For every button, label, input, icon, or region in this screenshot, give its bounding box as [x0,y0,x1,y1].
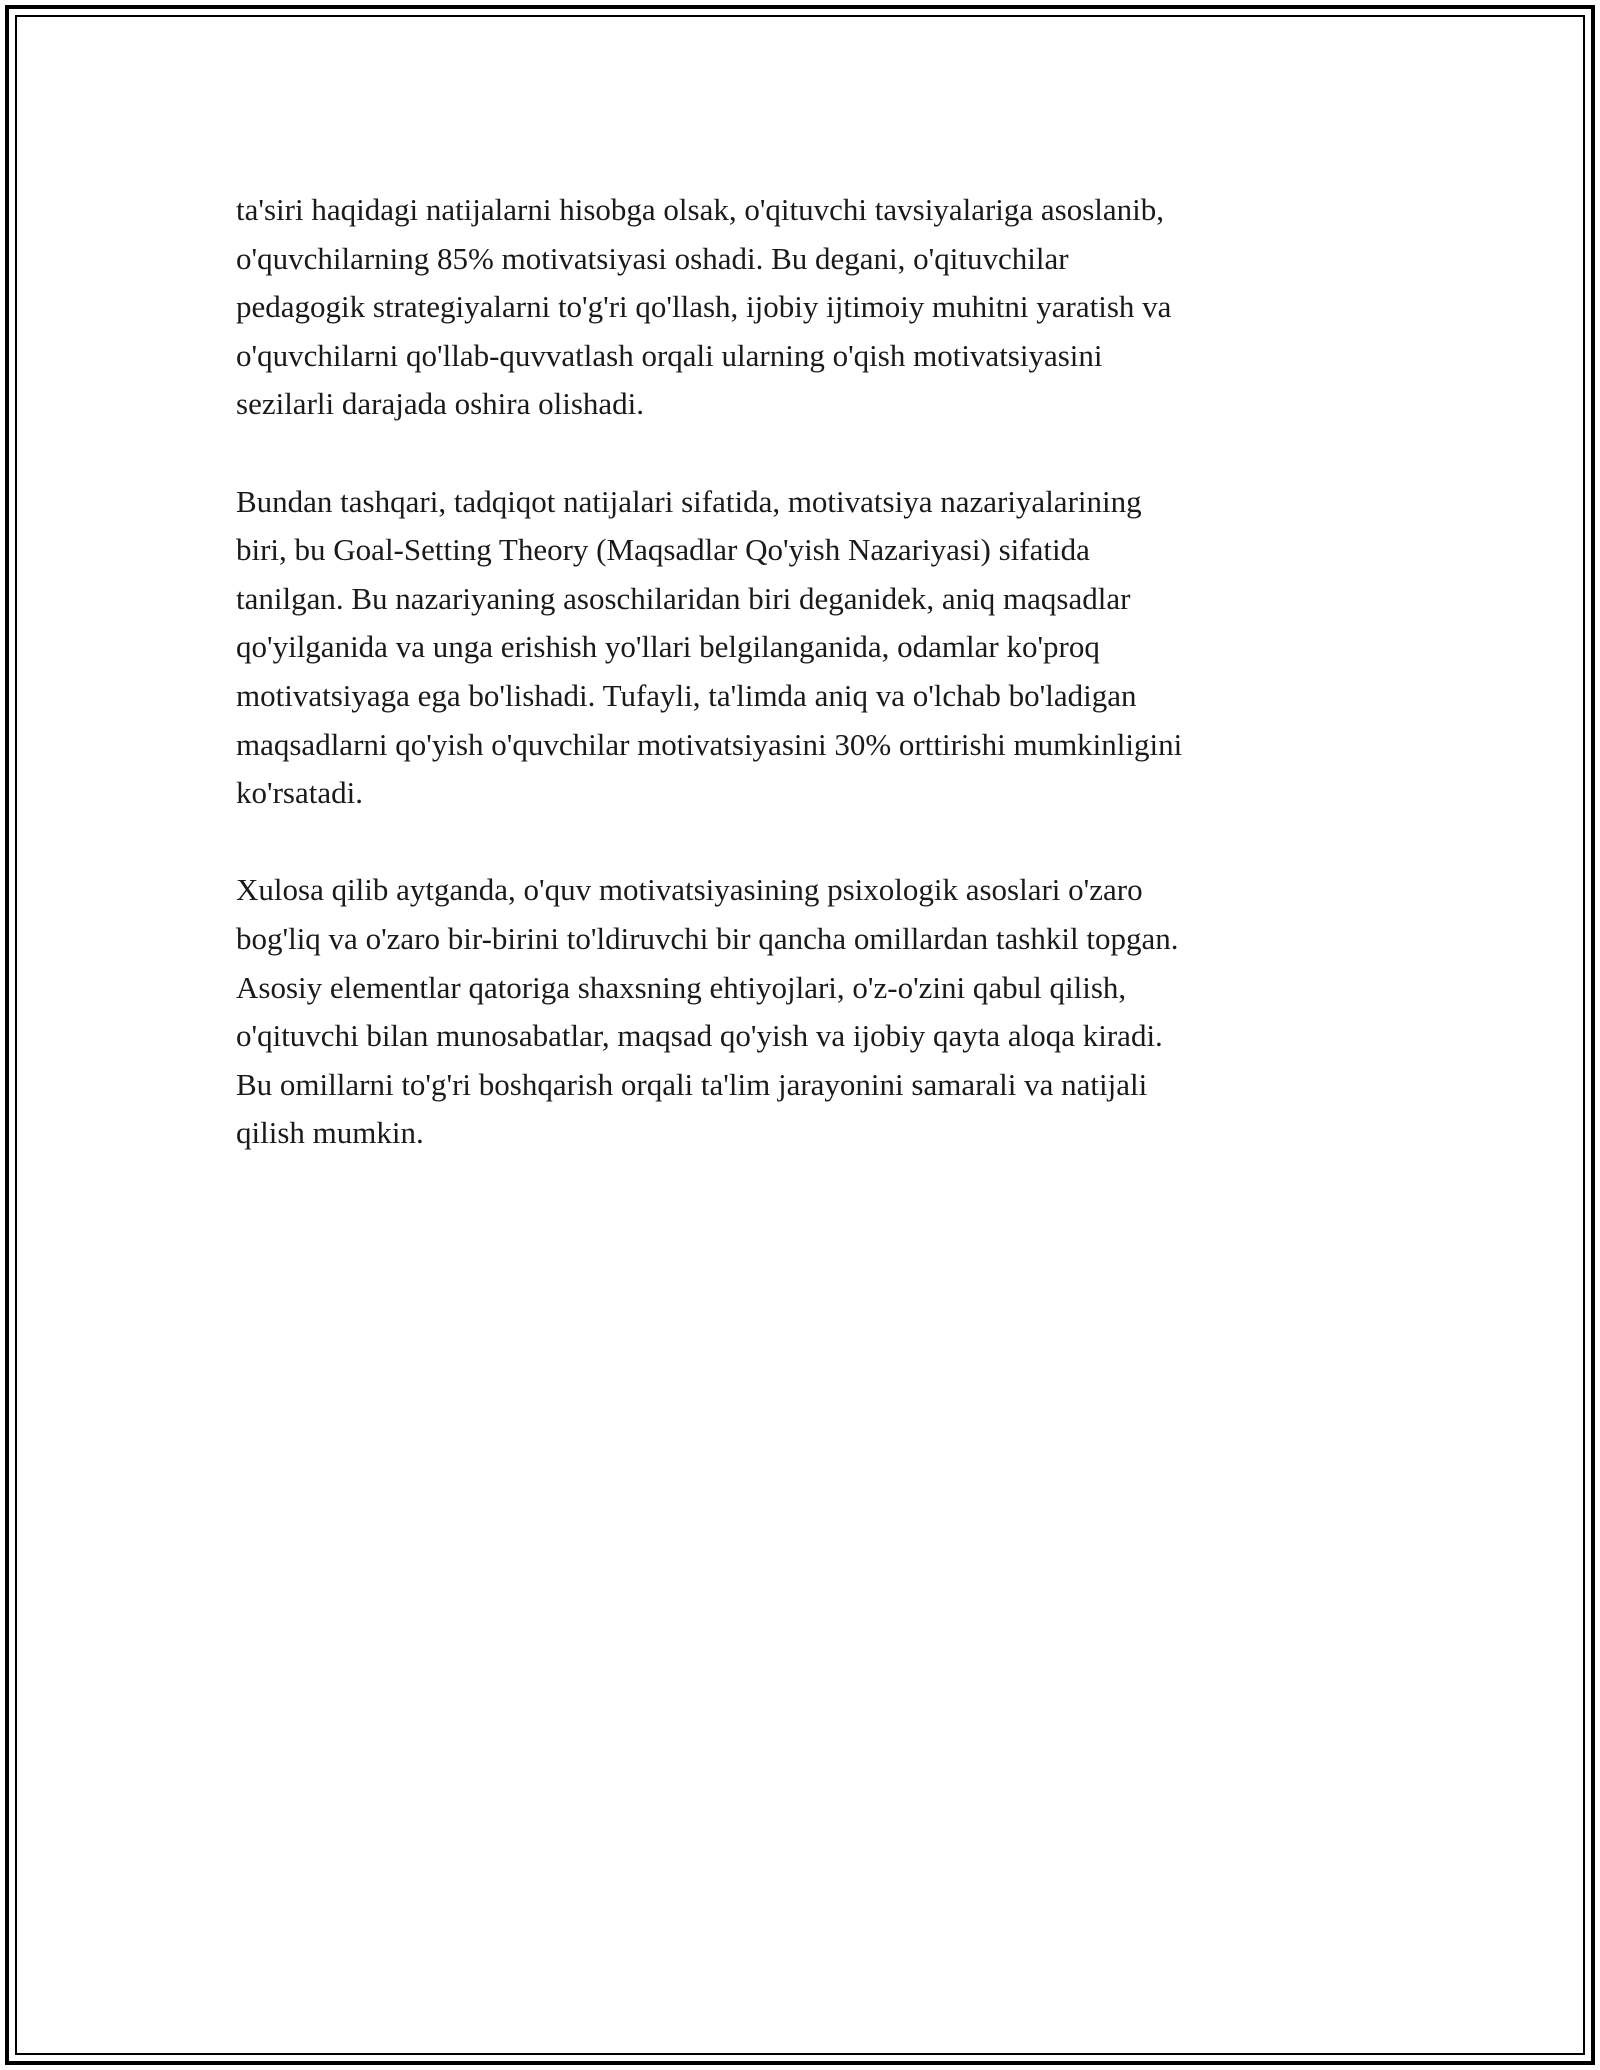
paragraph-3: Xulosa qilib aytganda, o'quv motivatsiyasining psixologik asoslari o'zaro bog'liq va o'zaro bir-birini to'ldiruvchi bir qancha omillardan tashkil topgan. Asosiy elementlar qatoriga shaxsning ehtiyojlari, o'z-o'zini qabul qilish, o'qituvchi bilan munosabatlar, maqsad qo'yish va ijobiy qayta aloqa kiradi. Bu omillarni to'g'ri boshqarish orqali ta'lim jarayonini samarali va natijali qilish mumkin. [236,872,1179,1151]
paragraph-2: Bundan tashqari, tadqiqot natijalari sifatida, motivatsiya nazariyalarining biri, bu Goal-Setting Theory (Maqsadlar Qo'yish Nazariyasi) sifatida tanilgan. Bu nazariyaning asoschilaridan biri deganidek, aniq maqsadlar qo'yilganida va unga erishish yo'llari belgilanganida, odamlar ko'proq motivatsiyaga ega bo'lishadi. Tufayli, ta'limda aniq va o'lchab bo'ladigan maqsadlarni qo'yish o'quvchilar motivatsiyasini 30% orttirishi mumkinligini ko'rsatadi. [236,483,1183,811]
document-body [236,186,1366,1206]
paragraph-1: ta'siri haqidagi natijalarni hisobga olsak, o'qituvchi tavsiyalariga asoslanib, o'quvchilarning 85% motivatsiyasi oshadi. Bu degani, o'qituvchilar pedagogik strategiyalarni to'g'ri qo'llash, ijobiy ijtimoiy muhitni yaratish va o'quvchilarni qo'llab-quvvatlash orqali ularning o'qish motivatsiyasini sezilarli darajada oshira olishadi. [236,192,1172,422]
